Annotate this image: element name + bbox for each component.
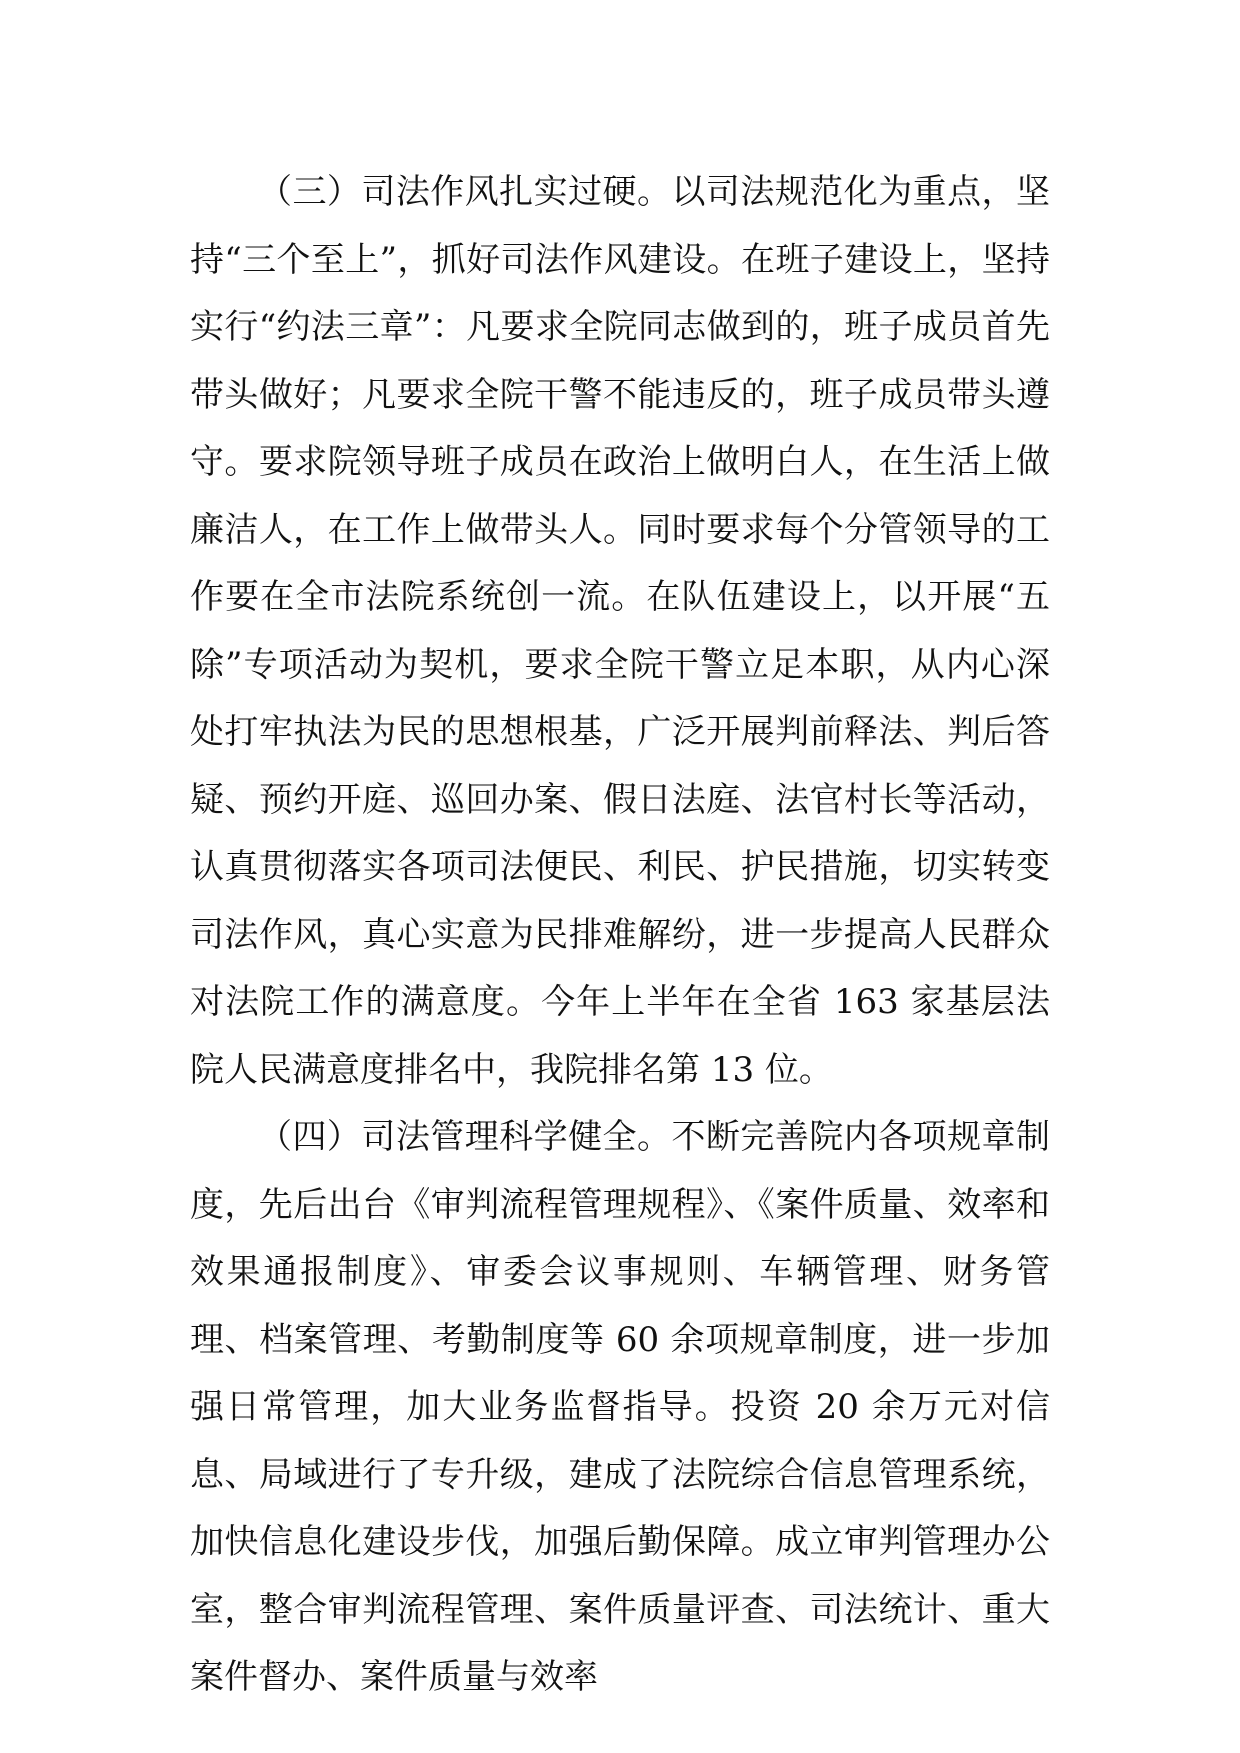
paragraph-judicial-style: （三）司法作风扎实过硬。以司法规范化为重点，坚持“三个至上”，抓好司法作风建设。在班子建设上，坚持实行“约法三章”：凡要求全院同志做到的，班子成员首先带头做好；凡要求全院干警不能违反的，班子成员带头遵守。要求院领导班子成员在政治上做明白人，在生活上做廉洁人，在工作上做带头人。同时要求每个分管领导的工作要在全市法院系统创一流。在队伍建设上，以开展“五除”专项活动为契机，要求全院干警立足本职，从内心深处打牢执法为民的思想根基，广泛开展判前释法、判后答疑、预约开庭、巡回办案、假日法庭、法官村长等活动，认真贯彻落实各项司法便民、利民、护民措施，切实转变司法作风，真心实意为民排难解纷，进一步提高人民群众对法院工作的满意度。今年上半年在全省 163 家基层法院人民满意度排名中，我院排名第 13 位。 [190,172,1050,1090]
document-body [190,159,1050,1712]
paragraph-judicial-management: （四）司法管理科学健全。不断完善院内各项规章制度，先后出台《审判流程管理规程》、《案件质量、效率和效果通报制度》、审委会议事规则、车辆管理、财务管理、档案管理、考勤制度等 60 余项规章制度，进一步加强日常管理，加大业务监督指导。投资 20 余万元对信息、局域进行了专升级，建成了法院综合信息管理系统，加快信息化建设步伐，加强后勤保障。成立审判管理办公室，整合审判流程管理、案件质量评查、司法统计、重大案件督办、案件质量与效率 [190,1117,1050,1697]
